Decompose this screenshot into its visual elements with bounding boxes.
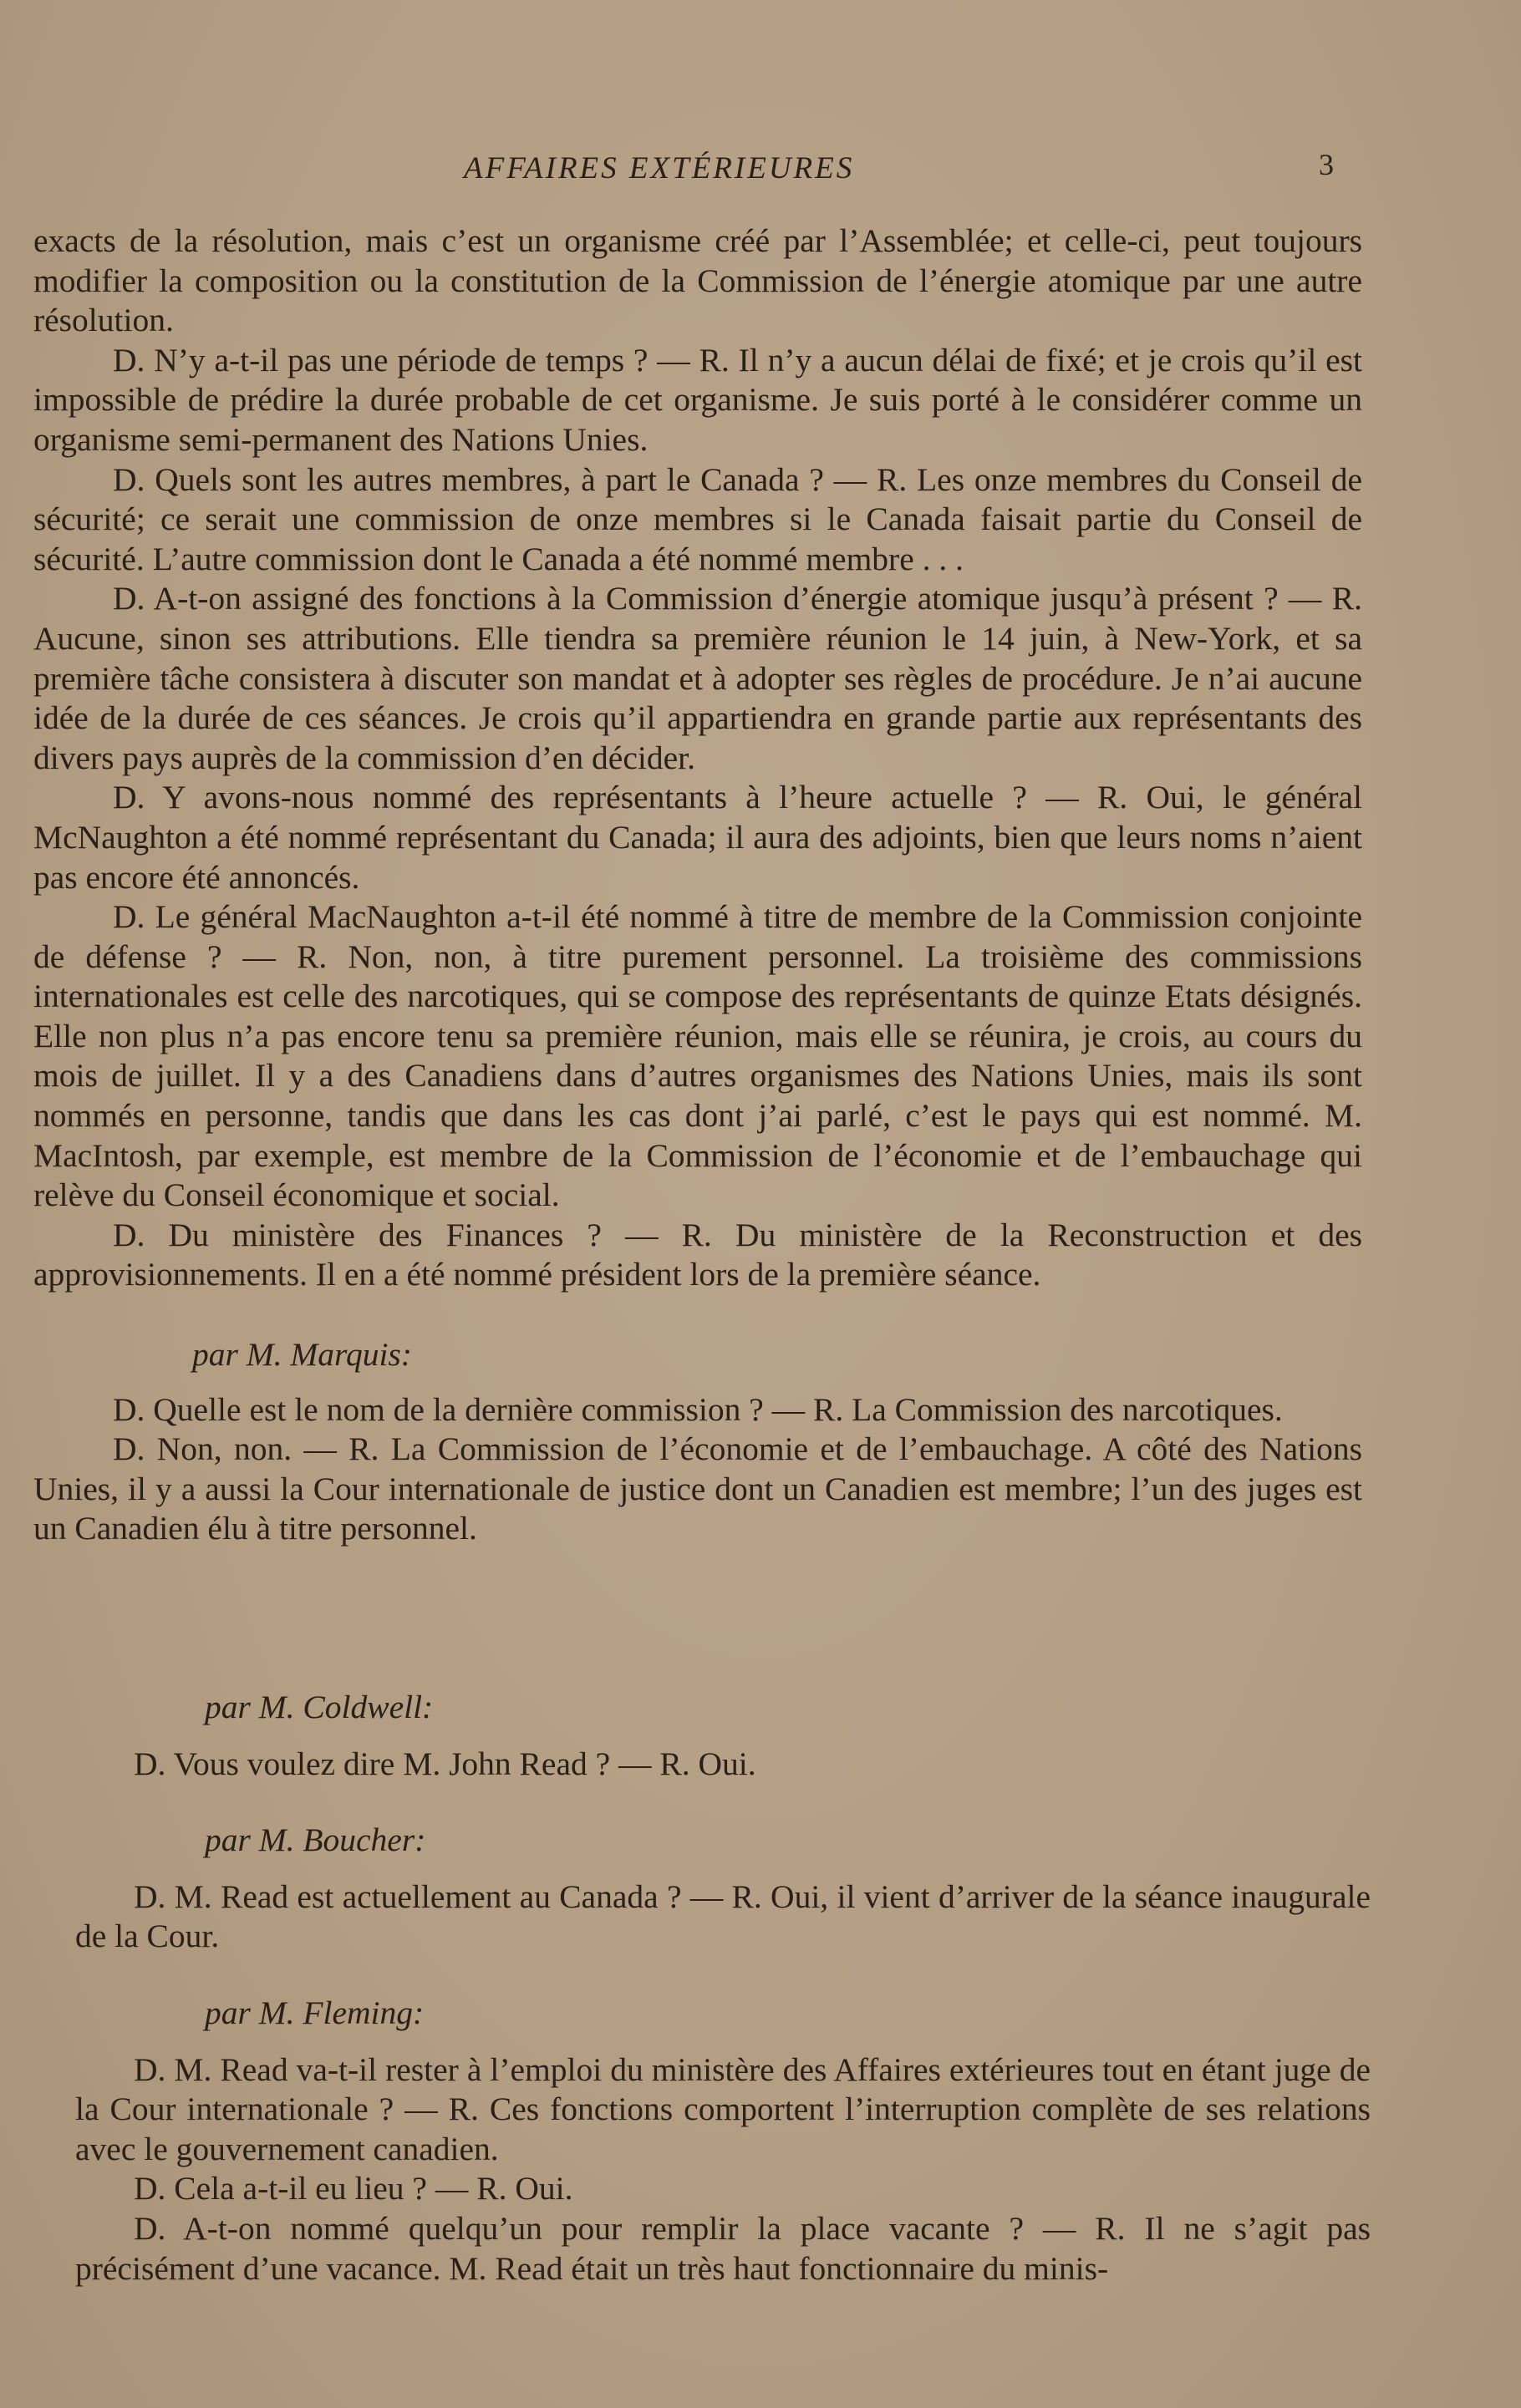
paragraph: D. N’y a-t-il pas une période de temps ? — R. Il n’y a aucun délai de fixé; et je crois qu’il est impossible de prédire la durée probable de cet organisme. Je suis porté à le considérer comme un organisme semi-permanent des Nations Unies. xyxy=(33,341,1362,458)
body-text-upper xyxy=(33,221,1362,1549)
speaker-heading-marquis: par M. Marquis: xyxy=(192,1336,412,1374)
paragraph: D. Du ministère des Finances ? — R. Du ministère de la Reconstruction et des approvisionnements. Il en a été nommé président lors de la première séance. xyxy=(33,1216,1362,1293)
paragraph: D. Vous voulez dire M. John Read ? — R. Oui. xyxy=(134,1745,756,1782)
paragraph: D. Le général MacNaughton a-t-il été nommé à titre de membre de la Commission conjointe de défense ? — R. Non, non, à titre purement personnel. La troisième des commissions internationales est celle des narcotiques, qui se compose des représentants de quinze Etats désignés. Elle non plus n’a pas encore tenu sa première réunion, mais elle se réunira, je crois, au cours du mois de juillet. Il y a des Canadiens dans d’autres organismes des Nations Unies, mais ils sont nommés en personne, tandis que dans les cas dont j’ai parlé, c’est le pays qui est nommé. M. MacIntosh, par exemple, est membre de la Commission de l’économie et de l’embauchage qui relève du Conseil économique et social. xyxy=(33,898,1362,1214)
body-text-lower xyxy=(75,1688,1371,2289)
paragraph: D. A-t-on nommé quelqu’un pour remplir la place vacante ? — R. Il ne s’agit pas précisément d’une vacance. M. Read était un très haut fonctionnaire du minis- xyxy=(75,2209,1371,2287)
paragraph: D. M. Read va-t-il rester à l’emploi du ministère des Affaires extérieures tout en étant juge de la Cour internationale ? — R. Ces fonctions comportent l’interruption complète de ses relations avec le gouvernement canadien. xyxy=(75,2050,1371,2167)
paragraph: D. A-t-on assigné des fonctions à la Commission d’énergie atomique jusqu’à présent ? — R. Aucune, sinon ses attributions. Elle tiendra sa première réunion le 14 juin, à New-York, et sa première tâche consistera à discuter son mandat et à adopter ses règles de procédure. Je n’ai aucune idée de la durée de ces séances. Je crois qu’il appartiendra en grande partie aux représentants des divers pays auprès de la commission d’en décider. xyxy=(33,580,1362,776)
speaker-heading-fleming: par M. Fleming: xyxy=(205,1994,425,2031)
speaker-heading-coldwell: par M. Coldwell: xyxy=(205,1689,434,1725)
paragraph: D. Y avons-nous nommé des représentants à l’heure actuelle ? — R. Oui, le général McNaughton a été nommé représentant du Canada; il aura des adjoints, bien que leurs noms n’aient pas encore été annoncés. xyxy=(33,779,1362,896)
paragraph: D. Quelle est le nom de la dernière commission ? — R. La Commission des narcotiques. xyxy=(113,1390,1283,1428)
speaker-heading-boucher: par M. Boucher: xyxy=(205,1821,426,1859)
paragraph: D. Non, non. — R. La Commission de l’économie et de l’embauchage. A côté des Nations Unies, il y a aussi la Cour internationale de justice dont un Canadien est membre; l’un des juges est un Canadien élu à titre personnel. xyxy=(33,1430,1362,1547)
paragraph: D. M. Read est actuellement au Canada ? — R. Oui, il vient d’arriver de la séance inaugurale de la Cour. xyxy=(75,1877,1371,1955)
paragraph: D. Quels sont les autres membres, à part le Canada ? — R. Les onze membres du Conseil de sécurité; ce serait une commission de onze membres si le Canada faisait partie du Conseil de sécurité. L’autre commission dont le Canada a été nommé membre . . . xyxy=(33,460,1362,577)
page-number: 3 xyxy=(1319,148,1334,181)
page-header xyxy=(0,150,1521,192)
running-title: AFFAIRES EXTÉRIEURES xyxy=(464,151,855,185)
paragraph: exacts de la résolution, mais c’est un organisme créé par l’Assemblée; et celle-ci, peut toujours modifier la composition ou la constitution de la Commission de l’énergie atomique par une autre résolution. xyxy=(33,222,1362,339)
paragraph: D. Cela a-t-il eu lieu ? — R. Oui. xyxy=(134,2170,573,2207)
